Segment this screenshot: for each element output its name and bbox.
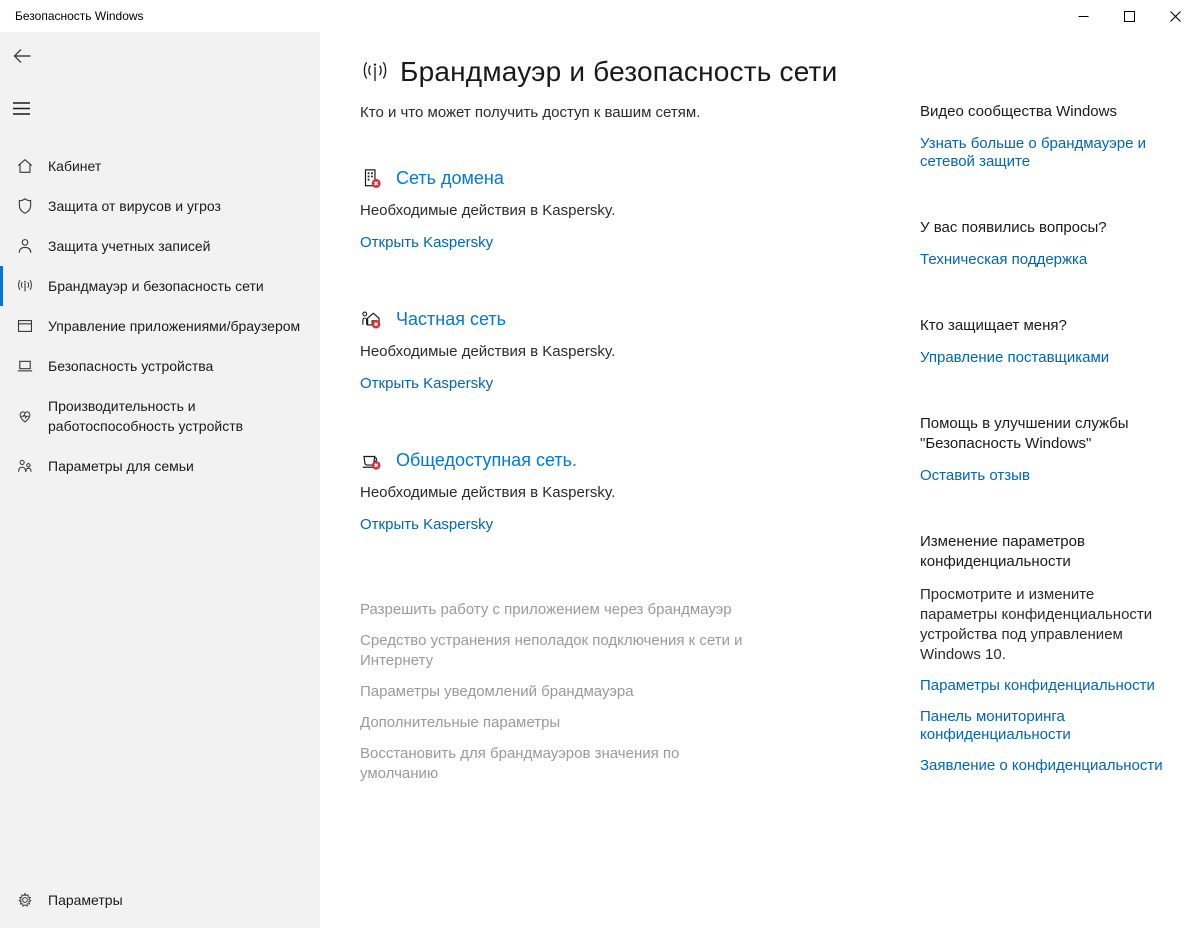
sidebar-item-app-browser-control[interactable] <box>0 306 320 346</box>
privacy-dashboard-link[interactable]: Панель мониторинга конфиденциальности <box>920 708 1071 743</box>
sidebar-item-device-security[interactable] <box>0 346 320 386</box>
allow-app-through-firewall-link[interactable]: Разрешить работу с приложением через брандмауэр <box>360 601 732 618</box>
app-body <box>0 32 1198 928</box>
maximize-icon <box>1124 11 1135 22</box>
domain-network-header[interactable] <box>360 167 890 189</box>
back-arrow-icon <box>13 48 32 64</box>
privacy-statement-link[interactable]: Заявление о конфиденциальности <box>920 757 1163 774</box>
sidebar-item-settings[interactable] <box>0 880 320 920</box>
restore-firewall-defaults-link[interactable]: Восстановить для брандмауэров значения по умолчанию <box>360 745 680 782</box>
open-kaspersky-link[interactable]: Открыть Kaspersky <box>360 234 494 251</box>
minimize-icon <box>1078 11 1089 22</box>
titlebar <box>0 0 1198 32</box>
private-network-icon <box>360 308 382 330</box>
shield-icon <box>16 197 34 215</box>
privacy-settings-link[interactable]: Параметры конфиденциальности <box>920 677 1155 694</box>
rail-section-who-protects-me <box>920 316 1165 367</box>
window-title: Безопасность Windows <box>15 9 144 23</box>
network-troubleshooter-link[interactable]: Средство устранения неполадок подключения к сети и Интернету <box>360 632 743 669</box>
sidebar-item-account-protection[interactable] <box>0 226 320 266</box>
hamburger-icon <box>13 102 30 115</box>
private-network-section <box>360 308 890 393</box>
gear-icon <box>16 891 34 909</box>
rail-heading: Видео сообщества Windows <box>920 103 1117 120</box>
back-button[interactable] <box>0 38 48 74</box>
private-network-header[interactable] <box>360 308 890 330</box>
open-kaspersky-link[interactable]: Открыть Kaspersky <box>360 375 494 392</box>
close-button[interactable] <box>1152 0 1198 32</box>
close-icon <box>1170 11 1181 22</box>
public-network-title[interactable]: Общедоступная сеть. <box>396 449 577 470</box>
page-header <box>360 56 890 88</box>
sidebar-spacer <box>0 486 320 880</box>
page-title: Брандмауэр и безопасность сети <box>400 56 838 87</box>
rail-section-improve-service <box>920 414 1165 485</box>
sidebar-item-label: Параметры для семьи <box>48 458 194 474</box>
rail-section-privacy-settings <box>920 532 1165 775</box>
sidebar-item-firewall-network[interactable] <box>0 266 320 306</box>
domain-network-section <box>360 167 890 252</box>
health-icon <box>16 407 34 425</box>
domain-network-icon <box>360 167 382 189</box>
home-icon <box>16 157 34 175</box>
advanced-settings-link[interactable]: Дополнительные параметры <box>360 714 561 731</box>
help-rail <box>920 32 1165 928</box>
sidebar-item-label: Защита от вирусов и угроз <box>48 198 221 214</box>
give-feedback-link[interactable]: Оставить отзыв <box>920 467 1030 484</box>
private-network-title[interactable]: Частная сеть <box>396 308 506 329</box>
main-area <box>320 32 1198 928</box>
sidebar-item-label: Параметры <box>48 892 123 908</box>
sidebar-item-label: Кабинет <box>48 158 102 174</box>
apps-icon <box>16 317 34 335</box>
sidebar-item-label: Производительность и работоспособность устройств <box>48 398 244 434</box>
tech-support-link[interactable]: Техническая поддержка <box>920 251 1088 268</box>
sidebar-nav <box>0 146 320 486</box>
maximize-button[interactable] <box>1106 0 1152 32</box>
sidebar-item-device-performance-health[interactable] <box>0 386 320 446</box>
learn-more-firewall-link[interactable]: Узнать больше о брандмауэре и сетевой защите <box>920 135 1146 170</box>
sidebar <box>0 32 320 928</box>
rail-heading: Кто защищает меня? <box>920 317 1067 334</box>
person-icon <box>16 237 34 255</box>
rail-heading: У вас появились вопросы? <box>920 219 1107 236</box>
sidebar-item-virus-threat-protection[interactable] <box>0 186 320 226</box>
family-icon <box>16 457 34 475</box>
sidebar-item-home[interactable] <box>0 146 320 186</box>
sidebar-item-label: Управление приложениями/браузером <box>48 318 301 334</box>
domain-network-status: Необходимые действия в Kaspersky. <box>360 202 616 219</box>
domain-network-title[interactable]: Сеть домена <box>396 167 504 188</box>
public-network-status: Необходимые действия в Kaspersky. <box>360 484 616 501</box>
rail-heading: Изменение параметров конфиденциальности <box>920 533 1085 570</box>
public-network-section <box>360 449 890 534</box>
sidebar-item-label: Безопасность устройства <box>48 358 214 374</box>
privacy-description: Просмотрите и измените параметры конфиденциальности устройства под управлением Windows 10. <box>920 586 1153 663</box>
network-icon <box>16 277 34 295</box>
firewall-notification-settings-link[interactable]: Параметры уведомлений брандмауэра <box>360 683 634 700</box>
private-network-status: Необходимые действия в Kaspersky. <box>360 343 616 360</box>
window-controls <box>1060 0 1198 32</box>
rail-heading: Помощь в улучшении службы "Безопасность Windows" <box>920 415 1129 452</box>
rail-section-questions <box>920 218 1165 269</box>
public-network-icon <box>360 449 382 471</box>
sidebar-item-label: Защита учетных записей <box>48 238 211 254</box>
sidebar-item-family-options[interactable] <box>0 446 320 486</box>
minimize-button[interactable] <box>1060 0 1106 32</box>
page-subtitle: Кто и что может получить доступ к вашим сетям. <box>360 104 701 121</box>
firewall-footer-links <box>360 600 745 784</box>
firewall-page <box>360 32 890 928</box>
device-icon <box>16 357 34 375</box>
sidebar-item-label: Брандмауэр и безопасность сети <box>48 278 264 294</box>
rail-section-community-videos <box>920 102 1165 171</box>
open-kaspersky-link[interactable]: Открыть Kaspersky <box>360 516 494 533</box>
network-icon <box>360 57 390 87</box>
public-network-header[interactable] <box>360 449 890 471</box>
manage-providers-link[interactable]: Управление поставщиками <box>920 349 1110 366</box>
menu-button[interactable] <box>0 90 48 126</box>
